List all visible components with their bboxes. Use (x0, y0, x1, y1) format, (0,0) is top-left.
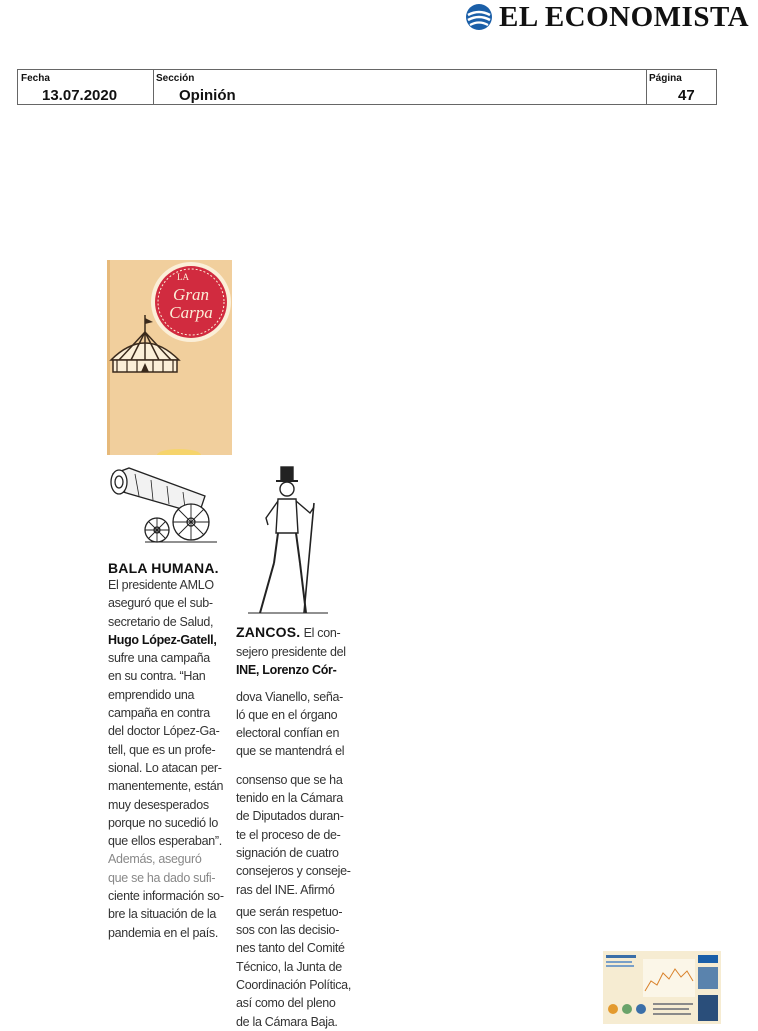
body-line: tell, que es un profe- (108, 742, 216, 757)
body-line: sufre una campaña (108, 651, 210, 666)
body-line: electoral confían en (236, 726, 340, 741)
date-cell (18, 70, 153, 104)
body-line: Coordinación Política, (236, 978, 351, 993)
body-line: consejeros y conseje- (236, 864, 351, 879)
page-label: Página (649, 73, 682, 84)
body-line: del doctor López-Ga- (108, 724, 220, 739)
body-line: sos con las decisio- (236, 923, 340, 938)
body-line: signación de cuatro (236, 845, 339, 860)
column-logo-panel (107, 260, 232, 455)
section-cell (153, 70, 645, 104)
item-body (108, 576, 226, 942)
body-line-name: INE, Lorenzo Cór- (236, 663, 337, 678)
body-line: que serán respetuo- (236, 904, 343, 919)
body-line (236, 661, 358, 679)
body-line: ras del INE. Afirmó (236, 882, 335, 897)
brand-name: EL ECONOMISTA (499, 0, 750, 33)
date-label: Fecha (21, 73, 50, 84)
body-line: que ellos esperaban”. (108, 834, 222, 849)
section-value: Opinión (179, 87, 236, 104)
body-line: manentemente, están (108, 779, 224, 794)
body-line: de Diputados duran- (236, 809, 344, 824)
body-line: de la Cámara Baja. (236, 1014, 338, 1029)
item-zancos (236, 622, 358, 1031)
clipping-header (17, 69, 717, 105)
masthead (465, 0, 755, 34)
body-line: sejero presidente del (236, 645, 346, 659)
page-value: 47 (678, 87, 695, 104)
circus-tent-logo (107, 260, 232, 455)
body-line: aseguró que el sub- (108, 596, 213, 611)
body-line: bre la situación de la (108, 907, 217, 922)
body-line: ló que en el órgano (236, 707, 338, 722)
page-cell (646, 70, 716, 104)
body-line: te el proceso de de- (236, 827, 341, 842)
body-line: nes tanto del Comité (236, 941, 345, 956)
stilt-walker-illustration (238, 463, 333, 618)
body-line: que se mantendrá el (236, 744, 345, 759)
body-line: sional. Lo atacan per- (108, 760, 222, 775)
body-line: que se ha dado sufi- (108, 870, 216, 885)
logo-text-la: LA (177, 272, 189, 282)
headline-continuation: El con- (300, 626, 341, 640)
cannon-illustration (105, 462, 220, 550)
body-line: en su contra. “Han (108, 669, 206, 684)
body-line: tenido en la Cámara (236, 791, 343, 806)
body-line: emprendido una (108, 687, 195, 702)
page-thumbnail-image (603, 951, 721, 1024)
date-value: 13.07.2020 (42, 87, 118, 104)
item-body (236, 643, 358, 1031)
body-line: ciente información so- (108, 889, 224, 904)
body-line: campaña en contra (108, 706, 210, 721)
body-line: porque no sucedió lo (108, 815, 219, 830)
body-line: El presidente AMLO (108, 578, 214, 592)
body-line: dova Vianello, seña- (236, 689, 344, 704)
item-headline: BALA HUMANA. (108, 560, 219, 576)
globe-logo-icon (465, 3, 493, 31)
logo-text-gran: Gran (173, 285, 209, 304)
body-line-name: Hugo López-Gatell, (108, 632, 217, 647)
page-thumbnail[interactable] (603, 951, 721, 1024)
body-line: así como del pleno (236, 996, 336, 1011)
item-bala-humana (108, 560, 226, 942)
body-line: Además, aseguró (108, 852, 202, 867)
section-label: Sección (156, 73, 195, 84)
body-line: muy desesperados (108, 797, 209, 812)
body-line: Técnico, la Junta de (236, 959, 342, 974)
item-headline-line (236, 622, 358, 643)
body-line: secretario de Salud, (108, 614, 214, 629)
body-line: pandemia en el país. (108, 925, 219, 940)
body-line: consenso que se ha (236, 772, 343, 787)
item-headline: ZANCOS. (236, 624, 301, 640)
logo-text-carpa: Carpa (169, 303, 213, 322)
